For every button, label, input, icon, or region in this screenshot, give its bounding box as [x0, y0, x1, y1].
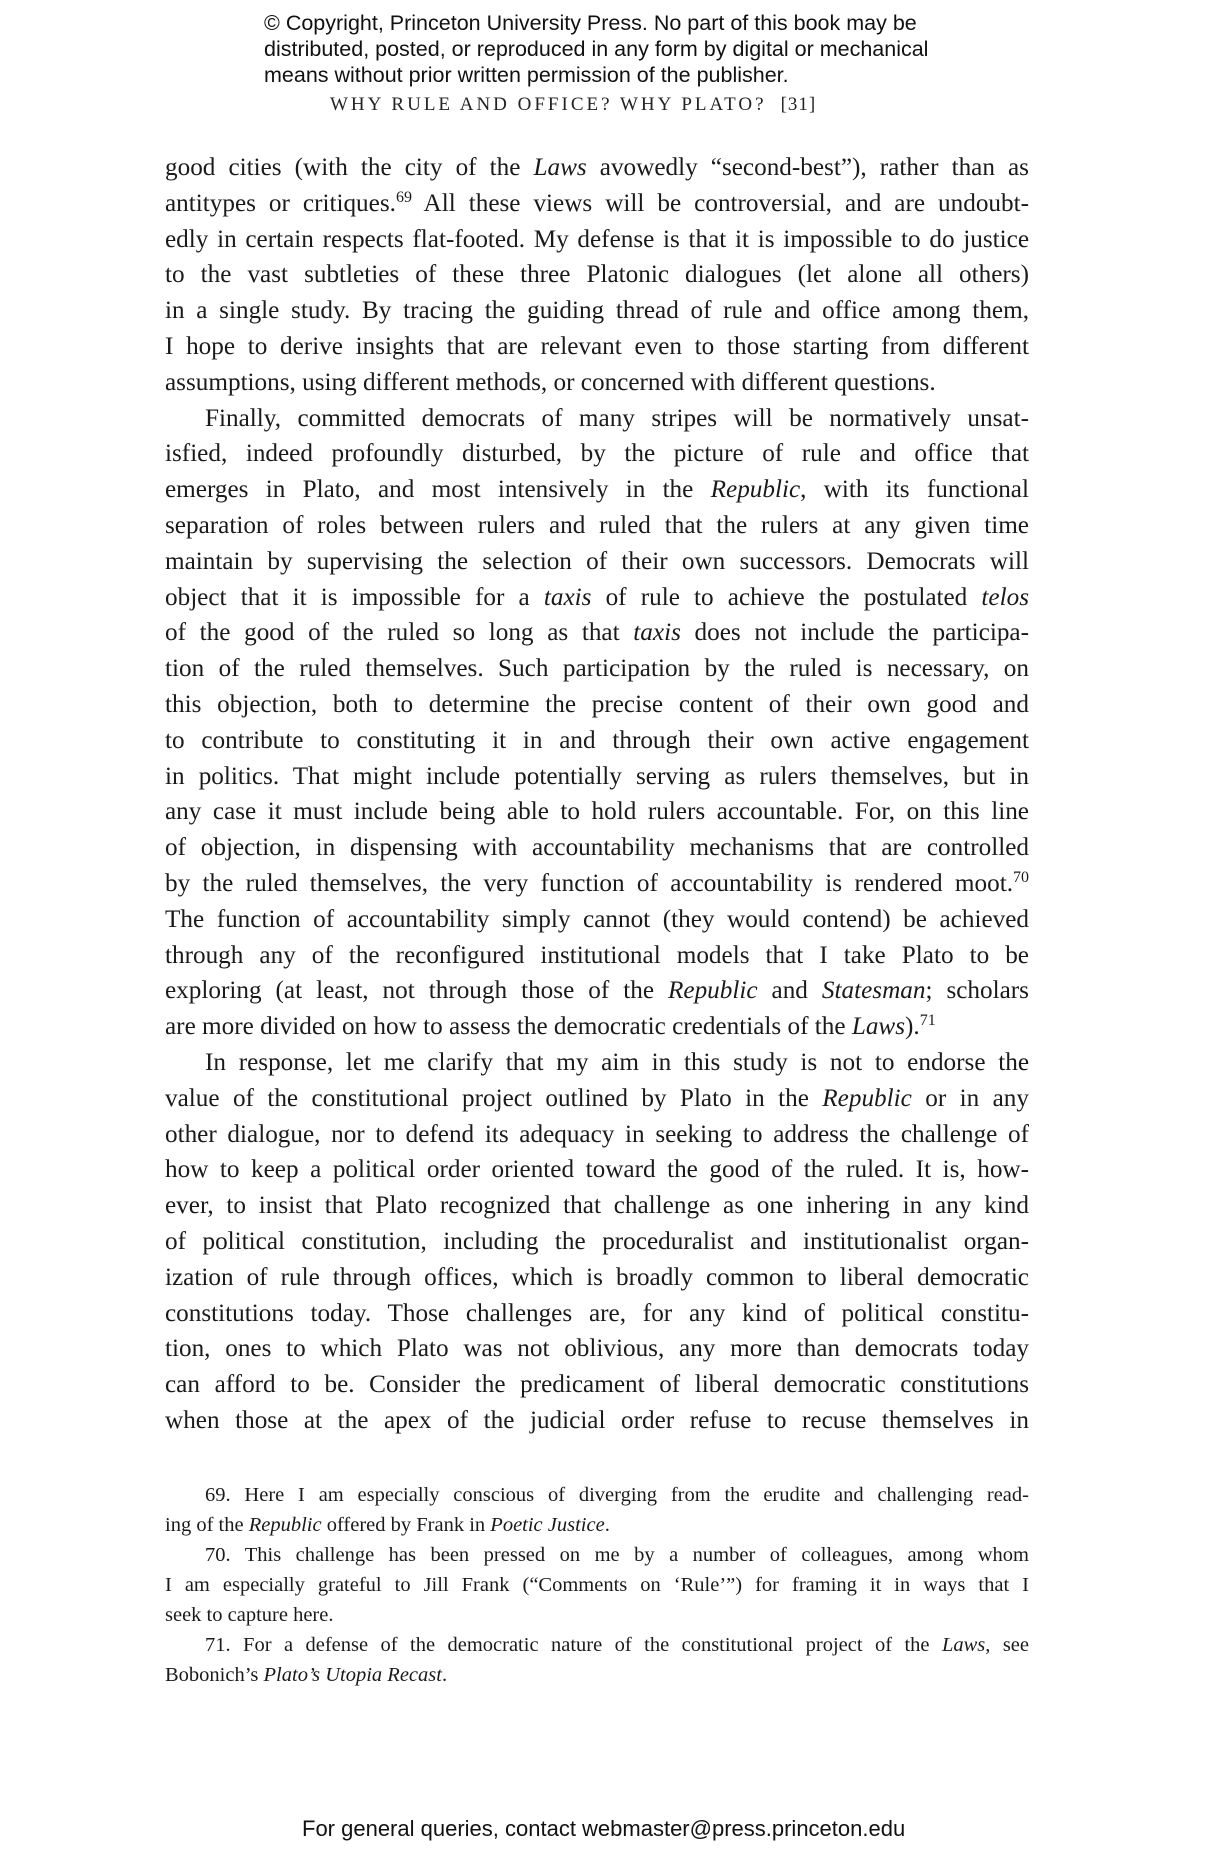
text-line: object that it is impossible for a taxis of rule to achieve the postulated telos	[165, 583, 1029, 611]
footnotes	[165, 1480, 1029, 1690]
text-line: tion of the ruled themselves. Such participation by the ruled is necessary, on	[165, 655, 1029, 683]
text-line: when those at the apex of the judicial order refuse to recuse themselves in	[165, 1406, 1029, 1434]
footnote-line: 70. This challenge has been pressed on me by a number of colleagues, among whom	[205, 1544, 1029, 1566]
text-line: constitutions today. Those challenges are, for any kind of political constitu-	[165, 1299, 1029, 1327]
footnote-line: 71. For a defense of the democratic nature of the constitutional project of the Laws, see	[205, 1634, 1029, 1656]
text-line: tion, ones to which Plato was not oblivious, any more than democrats today	[165, 1335, 1029, 1363]
text-line: Finally, committed democrats of many stripes will be normatively unsat-	[205, 404, 1029, 432]
footnote-line: ing of the Republic offered by Frank in Poetic Justice.	[165, 1514, 610, 1536]
text-line: value of the constitutional project outlined by Plato in the Republic or in any	[165, 1084, 1029, 1112]
text-line: are more divided on how to assess the democratic credentials of the Laws).$^{71}$	[165, 1012, 936, 1041]
text-line: of objection, in dispensing with accountability mechanisms that are controlled	[165, 834, 1029, 862]
text-line: emerges in Plato, and most intensively in the Republic, with its functional	[165, 476, 1029, 504]
footnote-line: I am especially grateful to Jill Frank (“Comments on ‘Rule’”) for framing it in ways that I	[165, 1574, 1029, 1596]
copyright-notice	[264, 10, 1004, 88]
text-line: edly in certain respects flat-footed. My defense is that it is impossible to do justice	[165, 225, 1029, 253]
text-line: this objection, both to determine the precise content of their own good and	[165, 690, 1029, 718]
text-line: ever, to insist that Plato recognized that challenge as one inhering in any kind	[165, 1192, 1029, 1220]
text-line: how to keep a political order oriented toward the good of the ruled. It is, how-	[165, 1156, 1029, 1184]
text-line: good cities (with the city of the Laws avowedly “second-best”), rather than as	[165, 154, 1029, 181]
footnote-line: Bobonich’s Plato’s Utopia Recast.	[165, 1664, 448, 1686]
text-line: isfied, indeed profoundly disturbed, by the picture of rule and office that	[165, 440, 1029, 468]
footnote-line: seek to capture here.	[165, 1604, 334, 1626]
text-line: through any of the reconfigured institutional models that I take Plato to be	[165, 941, 1029, 969]
footnote-ref-70: 70	[1013, 868, 1029, 886]
text-line: to contribute to constituting it in and through their own active engagement	[165, 726, 1029, 754]
running-head-title: WHY RULE AND OFFICE? WHY PLATO?	[330, 94, 767, 115]
copyright-line: distributed, posted, or reproduced in any form by digital or mechanical	[264, 37, 929, 61]
copyright-line: means without prior written permission of the publisher.	[264, 63, 789, 87]
text-line: of political constitution, including the proceduralist and institutionalist organ-	[165, 1227, 1029, 1255]
page-number: [31]	[780, 94, 817, 115]
text-line: separation of roles between rulers and ruled that the rulers at any given time	[165, 511, 1029, 539]
text-line: ization of rule through offices, which is broadly common to liberal democratic	[165, 1263, 1029, 1291]
running-head	[330, 94, 816, 116]
footnote-ref-69: 69	[395, 188, 412, 206]
text-line: assumptions, using different methods, or concerned with different questions.	[165, 368, 936, 396]
text-line: maintain by supervising the selection of their own successors. Democrats will	[165, 547, 1029, 575]
contact-footer: For general queries, contact webmaster@press.princeton.edu	[302, 1816, 906, 1841]
text-line: I hope to derive insights that are relevant even to those starting from different	[165, 332, 1029, 360]
text-line: of the good of the ruled so long as that taxis does not include the participa-	[165, 619, 1029, 647]
footnote-line: 69. Here I am especially conscious of diverging from the erudite and challenging read-	[205, 1484, 1029, 1506]
text-line: other dialogue, nor to defend its adequacy in seeking to address the challenge of	[165, 1120, 1029, 1148]
text-line: in a single study. By tracing the guiding thread of rule and office among them,	[165, 297, 1029, 325]
text-line: exploring (at least, not through those of the Republic and Statesman; scholars	[165, 977, 1029, 1005]
text-line: In response, let me clarify that my aim in this study is not to endorse the	[205, 1048, 1029, 1076]
text-line: The function of accountability simply cannot (they would contend) be achieved	[165, 905, 1029, 933]
footnote-ref-71: 71	[919, 1012, 936, 1030]
text-line: in politics. That might include potentially serving as rulers themselves, but in	[165, 762, 1029, 790]
text-line: can afford to be. Consider the predicament of liberal democratic constitutions	[165, 1371, 1029, 1399]
footnote-69	[165, 1480, 1029, 1540]
copyright-line: © Copyright, Princeton University Press. No part of this book may be	[264, 11, 917, 35]
text-line: by the ruled themselves, the very function of accountability is rendered moot.$^{70}$	[165, 868, 1029, 897]
text-line: antitypes or critiques.$^{69}$ All these views will be controversial, and are undoubt-	[165, 188, 1029, 217]
body-text	[165, 150, 1029, 1439]
footnote-71	[165, 1630, 1029, 1690]
text-line: any case it must include being able to hold rulers accountable. For, on this line	[165, 798, 1029, 826]
text-line: to the vast subtleties of these three Platonic dialogues (let alone all others)	[165, 261, 1029, 289]
footnote-70	[165, 1540, 1029, 1630]
